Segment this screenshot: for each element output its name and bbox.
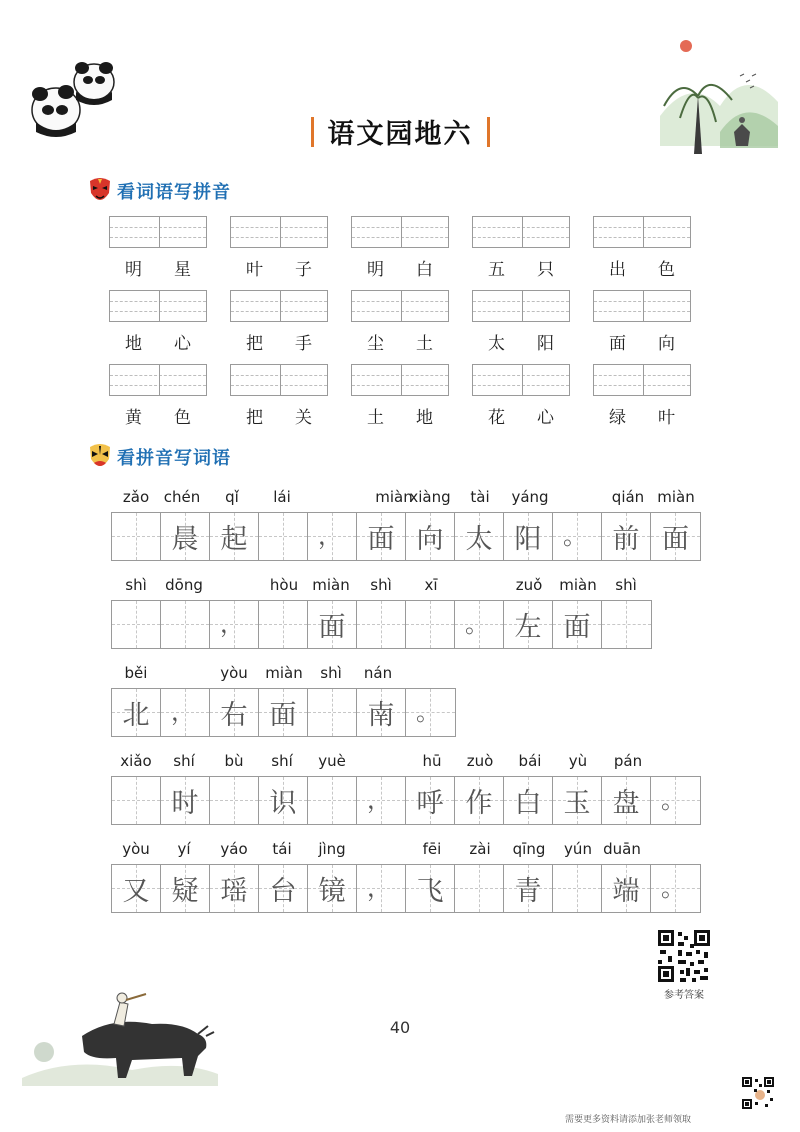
word-character: 黄 [125,408,142,428]
grid-character: 。 [416,698,440,726]
word-character: 明 [367,260,384,280]
pinyin-label: lái [273,488,291,506]
footer-qr-code-icon[interactable] [741,1076,775,1110]
pinyin-label: yòu [122,840,150,858]
grid-character: 南 [367,700,395,731]
pinyin-label: miàn [312,576,350,594]
empty-writing-cell[interactable] [602,601,651,648]
vocabulary-word [109,403,207,428]
character-cell [161,777,210,824]
pinyin-label: hū [422,752,442,770]
pinyin-label: shì [320,664,342,682]
pinyin-label: nán [363,664,393,682]
pinyin-writing-box[interactable] [472,364,570,396]
grid-character: 识 [269,788,297,819]
pinyin-writing-box[interactable] [472,216,570,248]
character-cell [161,689,210,736]
character-cell [308,513,357,560]
character-cell [455,601,504,648]
grid-character: 青 [514,876,542,907]
grid-character: 盘 [612,788,640,819]
character-grid-row [111,688,456,737]
pinyin-label: yòu [220,664,248,682]
empty-writing-cell[interactable] [455,865,504,912]
empty-writing-cell[interactable] [112,777,161,824]
vocabulary-word [593,255,691,280]
pinyin-label: yún [564,840,592,858]
grid-character: 飞 [416,876,444,907]
grid-character: 。 [661,786,685,814]
word-character: 地 [416,408,433,428]
grid-character: 前 [612,524,640,555]
character-cell [651,777,700,824]
pinyin-label: shì [125,576,147,594]
empty-writing-cell[interactable] [406,601,455,648]
page-number: 40 [389,1018,411,1037]
word-character: 色 [658,260,675,280]
grid-character: 阳 [514,524,542,555]
pinyin-label: xiàng [409,488,451,506]
character-cell [259,865,308,912]
character-cell [553,601,602,648]
page-title: 语文园地六 [327,119,473,150]
section-heading-pinyin-to-words [88,442,231,472]
pinyin-label: zǎo [122,488,150,506]
pinyin-label: yù [568,752,588,770]
word-character: 把 [246,408,263,428]
grid-character: 左 [514,612,542,643]
pinyin-label: zuò [466,752,494,770]
grid-character: 疑 [171,876,199,907]
vocabulary-word [593,329,691,354]
grid-character: 。 [465,610,489,638]
grid-character: 起 [220,524,248,555]
vocabulary-word [472,329,570,354]
pinyin-label: hòu [269,576,299,594]
character-grid-row [111,776,701,825]
pinyin-label: běi [124,664,148,682]
pinyin-label: yáo [220,840,248,858]
character-cell [553,777,602,824]
vocabulary-word [230,403,328,428]
grid-character: 瑶 [220,876,248,907]
grid-character: 太 [465,524,493,555]
grid-character [308,777,356,824]
pinyin-label: zuǒ [515,576,543,594]
character-cell [504,601,553,648]
pinyin-label: xiǎo [120,752,152,770]
pinyin-label: miàn [657,488,695,506]
pinyin-label: xī [424,576,438,594]
grid-character: 又 [122,876,150,907]
word-character: 关 [295,408,312,428]
word-character: 五 [488,260,505,280]
character-cell [210,865,259,912]
section-heading-words-to-pinyin [88,176,231,206]
grid-character: 。 [563,522,587,550]
character-cell [504,865,553,912]
character-cell [112,865,161,912]
character-cell [112,689,161,736]
grid-character [210,777,258,824]
answer-label: 参考答案 [664,990,704,1001]
character-cell [259,777,308,824]
word-character: 出 [609,260,626,280]
character-cell [357,777,406,824]
character-cell [602,777,651,824]
word-character: 明 [125,260,142,280]
character-grid-row [111,600,652,649]
word-character: 花 [488,408,505,428]
grid-character: 面 [269,700,297,731]
character-cell [210,601,259,648]
opera-mask-red-icon [88,177,112,205]
grid-character [455,865,503,912]
character-cell [406,513,455,560]
grid-character [357,601,405,648]
grid-character: ， [367,874,391,902]
grid-character [259,601,307,648]
empty-writing-cell[interactable] [210,777,259,824]
character-cell [357,865,406,912]
grid-character [406,601,454,648]
grid-character: 作 [465,788,493,819]
pinyin-writing-box[interactable] [109,216,207,248]
pinyin-writing-box[interactable] [593,290,691,322]
word-character: 向 [658,334,675,354]
pinyin-label: shí [173,752,195,770]
vocabulary-word [109,329,207,354]
pinyin-label: tài [470,488,490,506]
section-heading-label: 看词语写拼音 [117,182,231,203]
pinyin-label: qīng [512,840,546,858]
word-character: 叶 [658,408,675,428]
character-cell [308,601,357,648]
empty-writing-cell[interactable] [112,513,161,560]
title-right-bar [487,117,490,147]
word-character: 地 [125,334,142,354]
character-cell [553,513,602,560]
grid-character: 晨 [171,524,199,555]
grid-character: 面 [662,524,689,555]
word-character: 只 [537,260,554,280]
title-left-bar [311,117,314,147]
vocabulary-word [351,255,449,280]
grid-character: 白 [514,788,542,819]
vocabulary-word [472,255,570,280]
vocabulary-word [351,329,449,354]
grid-character [112,777,160,824]
grid-character [602,601,651,648]
vocabulary-word [472,403,570,428]
word-character: 绿 [609,408,626,428]
word-character: 星 [174,260,191,280]
pinyin-label: qián [611,488,645,506]
character-cell [602,513,651,560]
grid-character: ， [171,698,195,726]
pinyin-label: chén [163,488,201,506]
pinyin-writing-box[interactable] [593,364,691,396]
pinyin-label: yáng [511,488,549,506]
grid-character: 面 [318,612,346,643]
pinyin-label: jìng [318,840,346,858]
pinyin-writing-box[interactable] [230,216,328,248]
character-cell [406,865,455,912]
grid-character: ， [220,610,244,638]
empty-writing-cell[interactable] [259,513,308,560]
character-cell [406,777,455,824]
pinyin-writing-box[interactable] [230,364,328,396]
empty-writing-cell[interactable] [308,689,357,736]
character-grid-row [111,864,701,913]
pinyin-label: qǐ [225,488,239,506]
empty-writing-cell[interactable] [259,601,308,648]
pinyin-writing-box[interactable] [351,364,449,396]
character-cell [259,689,308,736]
vocabulary-word [230,329,328,354]
character-cell [651,865,700,912]
pinyin-writing-box[interactable] [351,290,449,322]
grid-character [553,865,601,912]
pinyin-label: shì [615,576,637,594]
empty-writing-cell[interactable] [553,865,602,912]
word-character: 白 [416,260,433,280]
character-cell [602,865,651,912]
vocabulary-word [109,255,207,280]
grid-character: 时 [171,788,199,819]
pinyin-writing-box[interactable] [109,364,207,396]
word-character: 土 [367,408,384,428]
character-cell [504,777,553,824]
word-character: 阳 [537,334,554,354]
pinyin-label: yuè [318,752,346,770]
pinyin-writing-box[interactable] [230,290,328,322]
word-character: 手 [295,334,312,354]
pinyin-writing-box[interactable] [593,216,691,248]
pinyin-label: miàn [375,488,413,506]
character-cell [210,689,259,736]
pinyin-label: bù [224,752,244,770]
pinyin-writing-box[interactable] [351,216,449,248]
character-cell [406,689,455,736]
grid-character [259,513,307,560]
empty-writing-cell[interactable] [308,777,357,824]
empty-writing-cell[interactable] [112,601,161,648]
pinyin-label: shì [370,576,392,594]
grid-character: 端 [612,876,640,907]
character-cell [504,513,553,560]
grid-character [161,601,209,648]
ox-rider-illustration [22,986,218,1086]
pinyin-label: bái [518,752,542,770]
word-character: 面 [609,334,626,354]
pinyin-label: pán [613,752,643,770]
grid-character: 。 [661,874,685,902]
character-cell [308,865,357,912]
empty-writing-cell[interactable] [357,601,406,648]
grid-character [112,601,160,648]
grid-character [308,689,356,736]
grid-character: 面 [367,524,395,555]
grid-character: 右 [220,700,248,731]
pinyin-label: miàn [265,664,303,682]
word-character: 叶 [246,260,263,280]
grid-character: 台 [269,876,297,907]
word-character: 太 [488,334,505,354]
pinyin-label: miàn [559,576,597,594]
answer-qr-code-icon[interactable] [656,928,712,984]
character-cell [357,689,406,736]
character-cell [455,777,504,824]
pinyin-label: dōng [165,576,203,594]
word-character: 尘 [367,334,384,354]
word-character: 子 [295,260,312,280]
character-cell [161,513,210,560]
vocabulary-word [351,403,449,428]
footer-note: 需要更多资料请添加张老师领取 [565,1115,692,1125]
pinyin-writing-box[interactable] [109,290,207,322]
pinyin-label: fēi [422,840,442,858]
pinyin-label: shí [271,752,293,770]
grid-character [112,513,160,560]
character-grid-row [111,512,701,561]
pinyin-writing-box[interactable] [472,290,570,322]
pinyin-label: duān [603,840,641,858]
opera-mask-yellow-icon [88,443,112,471]
character-cell [210,513,259,560]
grid-character: 面 [563,612,591,643]
grid-character: 玉 [563,788,591,819]
word-character: 色 [174,408,191,428]
grid-character: 北 [122,700,150,731]
word-character: 心 [174,334,191,354]
pinyin-label: tái [272,840,292,858]
word-character: 把 [246,334,263,354]
word-character: 心 [537,408,554,428]
pinyin-label: zài [469,840,491,858]
empty-writing-cell[interactable] [161,601,210,648]
grid-character: 镜 [318,876,346,907]
vocabulary-word [230,255,328,280]
section-heading-label: 看拼音写词语 [117,448,231,469]
character-cell [455,513,504,560]
character-cell [357,513,406,560]
page-title-bar [0,112,800,151]
character-cell [651,513,700,560]
grid-character: 呼 [416,788,444,819]
character-cell [161,865,210,912]
grid-character: ， [367,786,391,814]
grid-character: 向 [416,524,444,555]
vocabulary-word [593,403,691,428]
grid-character: ， [318,522,342,550]
pinyin-label: yí [177,840,191,858]
word-character: 土 [416,334,433,354]
